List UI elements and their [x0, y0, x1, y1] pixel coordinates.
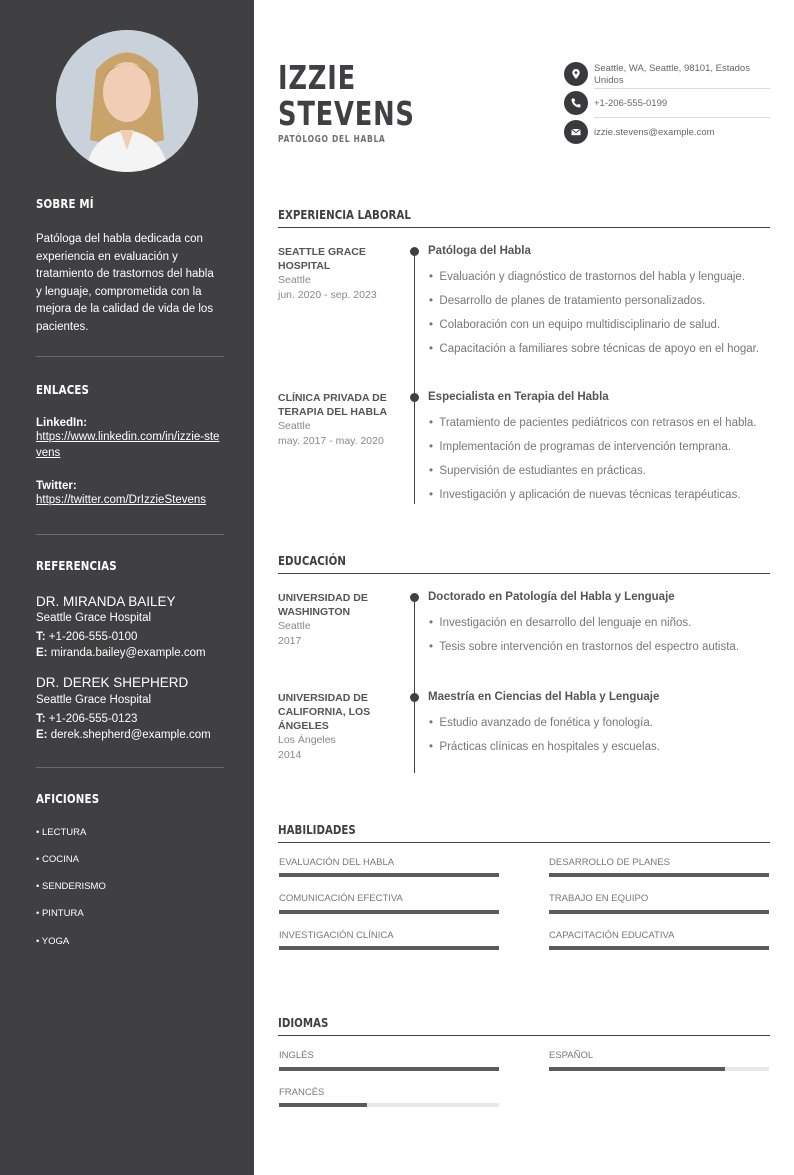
- reference-name: DR. MIRANDA BAILEY: [36, 594, 176, 609]
- experience-role: Especialista en Terapia del Habla: [428, 391, 609, 403]
- section-rule: [278, 1035, 770, 1036]
- section-rule: [278, 573, 770, 574]
- experience-bullet: • Implementación de programas de intervención temprana.: [429, 441, 731, 453]
- hobby-item: • COCINA: [36, 854, 79, 865]
- timeline-line: [414, 597, 415, 773]
- skill-bar: [549, 910, 769, 914]
- education-location: Los Ángeles: [278, 734, 336, 746]
- language-bar: [279, 1067, 499, 1071]
- hobbies-heading: AFICIONES: [36, 791, 100, 806]
- timeline-dot: [410, 693, 419, 702]
- education-degree: Maestría en Ciencias del Habla y Lenguaje: [428, 691, 660, 703]
- skills-heading: HABILIDADES: [278, 822, 356, 837]
- linkedin-link[interactable]: https://www.linkedin.com/in/izzie-stevens: [36, 431, 220, 459]
- skill-label: INVESTIGACIÓN CLÍNICA: [279, 930, 394, 941]
- experience-dates: may. 2017 - may. 2020: [278, 435, 384, 447]
- reference-email: E: miranda.bailey@example.com: [36, 647, 206, 659]
- education-heading: EDUCACIÓN: [278, 553, 346, 568]
- language-bar: [549, 1067, 769, 1071]
- experience-bullet: • Colaboración con un equipo multidisciplinario de salud.: [429, 319, 721, 331]
- map-pin-icon: [564, 62, 588, 86]
- contact-phone: +1-206-555-0199: [594, 98, 668, 109]
- link-label: Twitter:: [36, 480, 77, 492]
- skill-bar: [279, 946, 499, 950]
- education-org: UNIVERSIDAD DE CALIFORNIA, LOS ÁNGELES: [278, 692, 371, 732]
- links-heading: ENLACES: [36, 382, 90, 397]
- sidebar: [0, 0, 254, 1175]
- language-bar-fill: [279, 1103, 367, 1107]
- experience-bullet: • Desarrollo de planes de tratamiento personalizados.: [429, 295, 706, 307]
- envelope-icon: [564, 120, 588, 144]
- skill-label: DESARROLLO DE PLANES: [549, 857, 670, 868]
- experience-org: SEATTLE GRACE HOSPITAL: [278, 246, 366, 272]
- timeline-dot: [410, 247, 419, 256]
- education-org: UNIVERSIDAD DE WASHINGTON: [278, 592, 368, 618]
- skill-bar-fill: [279, 910, 499, 914]
- link-label: LinkedIn:: [36, 417, 88, 429]
- skill-bar-fill: [279, 946, 499, 950]
- skill-bar-fill: [279, 873, 499, 877]
- job-title: PATÓLOGO DEL HABLA: [278, 134, 386, 145]
- language-bar-fill: [279, 1067, 499, 1071]
- skill-label: EVALUACIÓN DEL HABLA: [279, 857, 395, 868]
- divider: [594, 88, 770, 89]
- education-dates: 2017: [278, 635, 302, 647]
- hobby-item: • YOGA: [36, 936, 70, 947]
- language-bar: [279, 1103, 499, 1107]
- timeline-dot: [410, 393, 419, 402]
- divider: [36, 356, 224, 357]
- divider: [594, 117, 770, 118]
- experience-bullet: • Capacitación a familiares sobre técnicas de apoyo en el hogar.: [429, 343, 760, 355]
- experience-org: CLÍNICA PRIVADA DE TERAPIA DEL HABLA: [278, 392, 388, 418]
- reference-phone: T: +1-206-555-0100: [36, 631, 138, 643]
- languages-heading: IDIOMAS: [278, 1015, 329, 1030]
- section-rule: [278, 227, 770, 228]
- references-heading: REFERENCIAS: [36, 558, 117, 573]
- experience-bullet: • Investigación y aplicación de nuevas técnicas terapéuticas.: [429, 489, 741, 501]
- experience-role: Patóloga del Habla: [428, 245, 531, 257]
- experience-location: Seattle: [278, 274, 311, 286]
- hobby-item: • SENDERISMO: [36, 881, 106, 892]
- skill-label: TRABAJO EN EQUIPO: [549, 893, 649, 904]
- language-label: INGLÉS: [279, 1050, 314, 1061]
- education-bullet: • Investigación en desarrollo del lenguaje en niños.: [429, 617, 692, 629]
- skill-bar-fill: [549, 910, 769, 914]
- experience-bullet: • Tratamiento de pacientes pediátricos con retrasos en el habla.: [429, 417, 757, 429]
- education-location: Seattle: [278, 620, 311, 632]
- education-degree: Doctorado en Patología del Habla y Lenguaje: [428, 591, 675, 603]
- skill-bar: [549, 873, 769, 877]
- last-name: STEVENS: [278, 94, 415, 133]
- contact-email: izzie.stevens@example.com: [594, 127, 715, 138]
- reference-phone: T: +1-206-555-0123: [36, 713, 138, 725]
- timeline-line: [414, 251, 415, 504]
- experience-dates: jun. 2020 - sep. 2023: [278, 289, 377, 301]
- language-label: ESPAÑOL: [549, 1050, 594, 1061]
- experience-heading: EXPERIENCIA LABORAL: [278, 207, 411, 222]
- divider: [36, 767, 224, 768]
- skill-bar-fill: [549, 873, 769, 877]
- hobby-item: • PINTURA: [36, 908, 84, 919]
- divider: [36, 534, 224, 535]
- education-bullet: • Estudio avanzado de fonética y fonología.: [429, 717, 653, 729]
- language-bar-fill: [549, 1067, 725, 1071]
- about-text: Patóloga del habla dedicada con experiencia en evaluación y tratamiento de trastornos del habla y lenguaje, comprometida con la mejora de la calidad de vida de los pacientes.: [36, 233, 214, 333]
- language-label: FRANCÉS: [279, 1087, 325, 1098]
- experience-bullet: • Supervisión de estudiantes en prácticas.: [429, 465, 646, 477]
- skill-bar: [279, 910, 499, 914]
- twitter-link[interactable]: https://twitter.com/DrIzzieStevens: [36, 494, 207, 506]
- contact-address: Seattle, WA, Seattle, 98101, Estados Unidos: [594, 63, 750, 86]
- education-dates: 2014: [278, 749, 302, 761]
- phone-icon: [564, 91, 588, 115]
- reference-email: E: derek.shepherd@example.com: [36, 729, 211, 741]
- skill-bar: [549, 946, 769, 950]
- skill-label: CAPACITACIÓN EDUCATIVA: [549, 930, 675, 941]
- link-linkedin: [36, 417, 222, 461]
- profile-photo: [56, 30, 198, 172]
- reference-name: DR. DEREK SHEPHERD: [36, 675, 189, 690]
- skill-bar: [279, 873, 499, 877]
- reference-org: Seattle Grace Hospital: [36, 612, 152, 624]
- first-name: IZZIE: [278, 58, 356, 97]
- experience-bullet: • Evaluación y diagnóstico de trastornos del habla y lenguaje.: [429, 271, 746, 283]
- about-heading: SOBRE MÍ: [36, 196, 94, 211]
- section-rule: [278, 842, 770, 843]
- skill-label: COMUNICACIÓN EFECTIVA: [279, 893, 403, 904]
- timeline-dot: [410, 593, 419, 602]
- skill-bar-fill: [549, 946, 769, 950]
- education-bullet: • Tesis sobre intervención en trastornos del espectro autista.: [429, 641, 740, 653]
- education-bullet: • Prácticas clínicas en hospitales y escuelas.: [429, 741, 660, 753]
- hobby-item: • LECTURA: [36, 827, 87, 838]
- reference-org: Seattle Grace Hospital: [36, 694, 152, 706]
- link-twitter: [36, 480, 222, 508]
- experience-location: Seattle: [278, 420, 311, 432]
